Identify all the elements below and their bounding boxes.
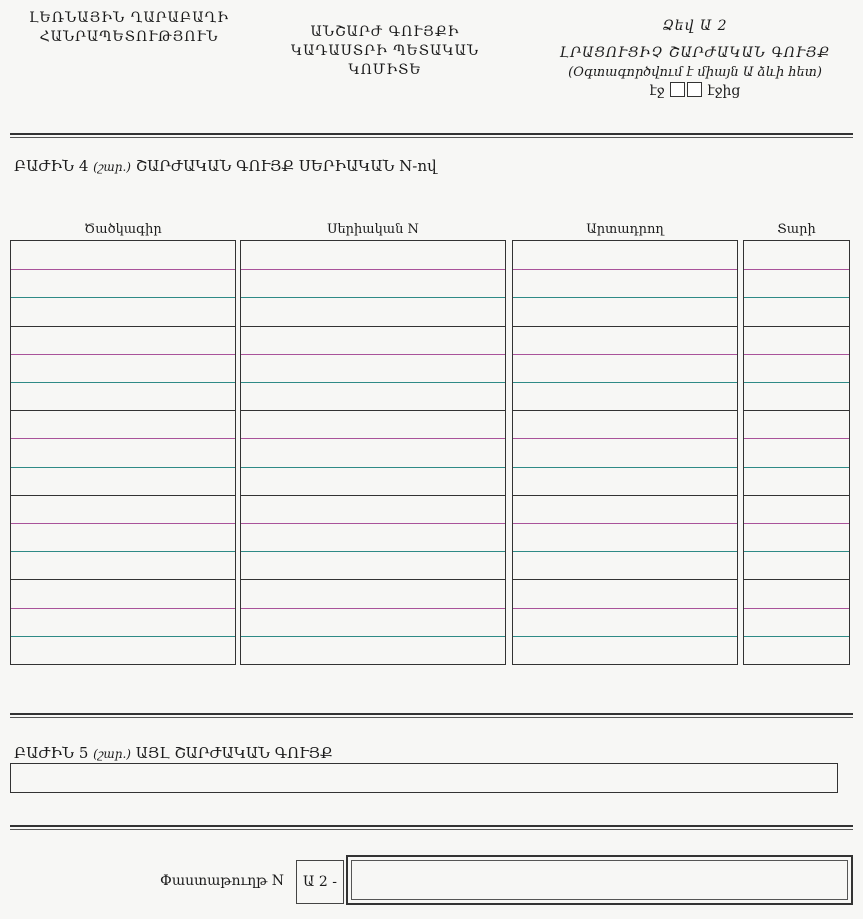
- document-number-field[interactable]: [346, 855, 853, 905]
- republic-line-2: ՀԱՆՐԱՊԵՏՈՒԹՅՈՒՆ: [39, 29, 219, 45]
- row-rule: [744, 354, 849, 355]
- row-rule: [513, 382, 737, 383]
- divider-bottom: [10, 825, 853, 830]
- row-rule: [513, 608, 737, 609]
- year-column-grid[interactable]: [743, 240, 850, 665]
- row-rule: [241, 495, 505, 496]
- row-rule: [241, 297, 505, 298]
- row-rule: [744, 410, 849, 411]
- row-rule: [513, 495, 737, 496]
- republic-line-1: ԼԵՌՆԱՅԻՆ ՂԱՐԱԲԱՂԻ: [28, 10, 230, 26]
- row-rule: [11, 326, 235, 327]
- row-rule: [11, 579, 235, 580]
- code-column-grid[interactable]: [10, 240, 236, 665]
- row-rule: [11, 523, 235, 524]
- page-total-box[interactable]: [687, 82, 702, 97]
- row-rule: [744, 326, 849, 327]
- row-rule: [11, 410, 235, 411]
- row-rule: [241, 326, 505, 327]
- row-rule: [11, 636, 235, 637]
- col-header-year: Տարի: [777, 222, 816, 237]
- row-rule: [241, 636, 505, 637]
- row-rule: [513, 551, 737, 552]
- committee-line-1: ԱՆՇԱՐԺ ԳՈՒՅՔԻ: [310, 24, 460, 40]
- form-title: ԼՐԱՑՈՒՑԻՉ ՇԱՐԺԱԿԱՆ ԳՈՒՅՔ: [559, 45, 831, 61]
- row-rule: [241, 438, 505, 439]
- row-rule: [241, 354, 505, 355]
- section5-heading: ԱՅԼ ՇԱՐԺԱԿԱՆ ԳՈՒՅՔ: [135, 744, 333, 762]
- row-rule: [513, 579, 737, 580]
- section5-number: ԲԱԺԻՆ 5: [14, 744, 89, 762]
- row-rule: [744, 551, 849, 552]
- other-property-field[interactable]: [10, 763, 838, 793]
- row-rule: [11, 354, 235, 355]
- row-rule: [513, 354, 737, 355]
- row-rule: [241, 551, 505, 552]
- col-header-code: Ծածկագիր: [84, 222, 162, 237]
- row-rule: [11, 438, 235, 439]
- row-rule: [744, 523, 849, 524]
- row-rule: [513, 438, 737, 439]
- form-code: Ձեվ Ա 2: [662, 18, 728, 34]
- row-rule: [241, 608, 505, 609]
- row-rule: [513, 523, 737, 524]
- row-rule: [513, 269, 737, 270]
- row-rule: [513, 636, 737, 637]
- form-info: [535, 17, 855, 101]
- page-number-box[interactable]: [670, 82, 685, 97]
- row-rule: [744, 608, 849, 609]
- row-rule: [744, 269, 849, 270]
- row-rule: [241, 269, 505, 270]
- row-rule: [513, 297, 737, 298]
- document-number-label: Փաստաթուղթ N: [160, 873, 285, 889]
- row-rule: [11, 608, 235, 609]
- page-label: էջ: [649, 83, 665, 99]
- col-header-serial: Սերիական N: [327, 222, 419, 237]
- serial-column-grid[interactable]: [240, 240, 506, 665]
- document-prefix-box: Ա 2 -: [296, 860, 344, 904]
- row-rule: [241, 579, 505, 580]
- manufacturer-column-grid[interactable]: [512, 240, 738, 665]
- row-rule: [744, 467, 849, 468]
- republic-name: [14, 9, 244, 47]
- row-rule: [744, 438, 849, 439]
- of-label: էջից: [707, 83, 741, 99]
- row-rule: [241, 523, 505, 524]
- row-rule: [11, 467, 235, 468]
- row-rule: [744, 495, 849, 496]
- row-rule: [11, 495, 235, 496]
- row-rule: [241, 467, 505, 468]
- divider-top: [10, 133, 853, 138]
- committee-line-2: ԿԱԴԱՍՏՐԻ ՊԵՏԱԿԱՆ: [290, 43, 480, 59]
- committee-line-3: ԿՈՄԻՏԵ: [348, 62, 422, 78]
- row-rule: [11, 551, 235, 552]
- section4-heading: ՇԱՐԺԱԿԱՆ ԳՈՒՅՔ ՍԵՐԻԱԿԱՆ N-ով: [135, 157, 437, 175]
- committee-name: [270, 23, 500, 80]
- section4-number: ԲԱԺԻՆ 4: [14, 157, 89, 175]
- section5-note: (շար.): [93, 747, 131, 761]
- row-rule: [744, 382, 849, 383]
- row-rule: [513, 467, 737, 468]
- page-counter: [535, 82, 855, 101]
- row-rule: [744, 636, 849, 637]
- section4-note: (շար.): [93, 160, 131, 174]
- form-note: (Օգտագործվում է միայն Ա ձևի հետ): [568, 65, 822, 80]
- row-rule: [744, 297, 849, 298]
- row-rule: [11, 269, 235, 270]
- col-header-manufacturer: Արտադրող: [586, 222, 664, 237]
- section5-title: [14, 744, 333, 762]
- row-rule: [513, 326, 737, 327]
- section4-title: [14, 157, 437, 175]
- row-rule: [744, 579, 849, 580]
- row-rule: [241, 410, 505, 411]
- row-rule: [513, 410, 737, 411]
- row-rule: [11, 382, 235, 383]
- row-rule: [11, 297, 235, 298]
- divider-middle: [10, 713, 853, 718]
- row-rule: [241, 382, 505, 383]
- document-number-field-inner: [351, 860, 848, 900]
